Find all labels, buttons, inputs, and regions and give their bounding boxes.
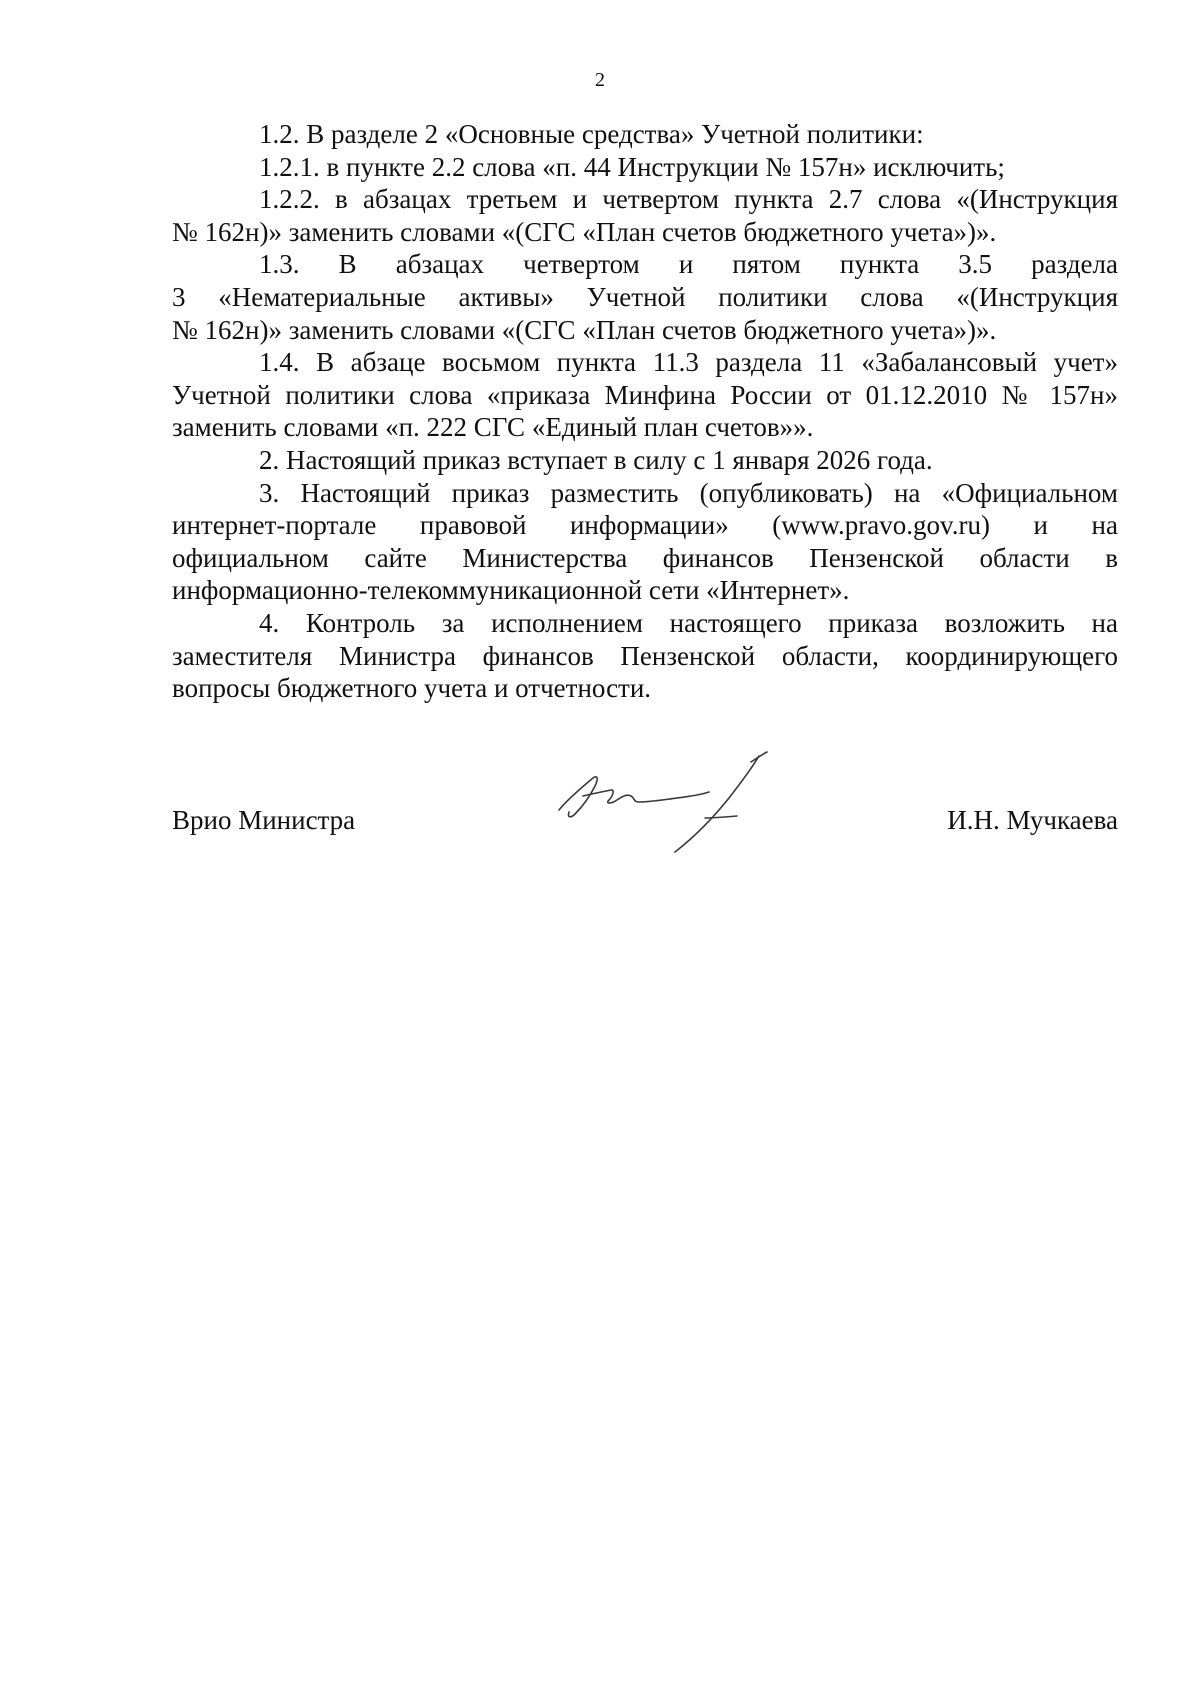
text-line: 2. Настоящий приказ вступает в силу с 1 января 2026 года. [259, 444, 933, 475]
text-line: 1.2.1. в пункте 2.2 слова «п. 44 Инструкции № 157н» исключить; [259, 151, 1005, 182]
paragraph-1-2-1 [172, 151, 1118, 184]
text-line: 1.2.2. в абзацах третьем и четвертом пункта 2.7 слова «(Инструкция [259, 184, 1118, 215]
paragraph-4 [172, 607, 1118, 705]
text-line: 1.2. В разделе 2 «Основные средства» Учетной политики: [259, 119, 924, 149]
signatory-position: Врио Министра [172, 805, 356, 835]
paragraph-3 [172, 477, 1118, 607]
paragraph-1-2-2 [172, 183, 1118, 248]
paragraph-1-4 [172, 346, 1118, 444]
text-line: 3. Настоящий приказ разместить (опубликовать) на «Официальном [259, 477, 1118, 508]
text-line: 3 «Нематериальные активы» Учетной политики слова «(Инструкция [172, 281, 1118, 312]
signature-block [172, 804, 1118, 844]
text-line: № 162н)» заменить словами «(СГС «План счетов бюджетного учета»)». [172, 314, 997, 345]
signatory-name: И.Н. Мучкаева [947, 805, 1118, 835]
text-line: 1.4. В абзаце восьмом пункта 11.3 раздела 11 «Забалансовый учет» [259, 347, 1118, 378]
text-line: вопросы бюджетного учета и отчетности. [172, 673, 652, 704]
text-line: заменить словами «п. 222 СГС «Единый план счетов»». [172, 412, 814, 443]
text-line: 4. Контроль за исполнением настоящего приказа возложить на [259, 607, 1118, 638]
text-line: официальном сайте Министерства финансов Пензенской области в [172, 542, 1118, 573]
paragraph-1-2 [172, 118, 1118, 151]
page-number: 2 [595, 69, 605, 91]
text-line: заместителя Министра финансов Пензенской области, координирующего [172, 640, 1118, 671]
paragraph-1-3 [172, 248, 1118, 346]
paragraph-2 [172, 444, 1118, 477]
document-body [172, 118, 1118, 705]
text-line: интернет-портале правовой информации» (www.pravo.gov.ru) и на [172, 510, 1118, 541]
text-line: Учетной политики слова «приказа Минфина России от 01.12.2010 № 157н» [172, 379, 1118, 410]
text-line: № 162н)» заменить словами «(СГС «План счетов бюджетного учета»)». [172, 216, 997, 247]
text-line: информационно-телекоммуникационной сети «Интернет». [172, 575, 850, 606]
text-line: 1.3. В абзацах четвертом и пятом пункта 3.5 раздела [259, 249, 1118, 280]
